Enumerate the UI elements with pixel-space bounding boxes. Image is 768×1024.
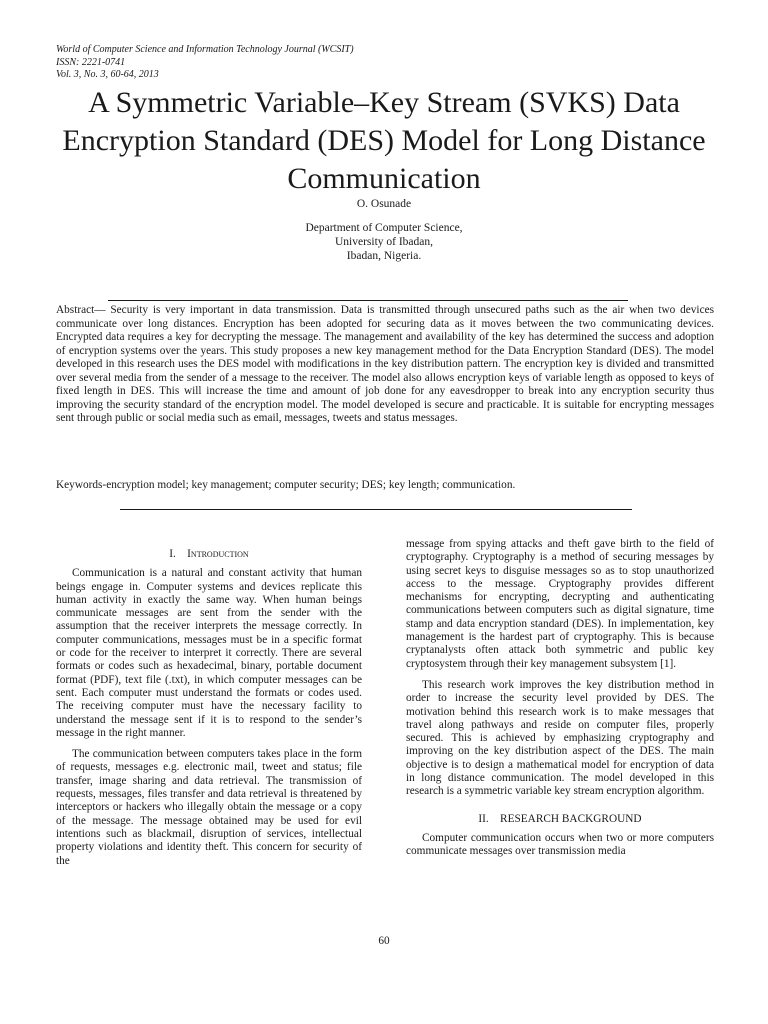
left-column [56,548,362,876]
section-heading-research-background [406,813,714,826]
abstract [56,304,714,426]
journal-issn: ISSN: 2221-0741 [56,56,126,68]
intro-paragraph-3: message from spying attacks and theft gave birth to the field of cryptography. Cryptography is a method of securing messages by using secret keys to disguise messages so as to stop unauthorized access to the message. Cryptography provides different mechanisms for encrypting, decrypting and authenticating communications between computers such as digital signature, time stamp and data encryption standard (DES). In implementation, key management is the hardest part of cryptography. This is because cryptanalysts often attack both symmetric and public key cryptosystem through their key management subsystem [1]. [406,538,714,670]
journal-volume: Vol. 3, No. 3, 60-64, 2013 [56,69,159,80]
section-number: II. [478,812,489,825]
paper-title: A Symmetric Variable–Key Stream (SVKS) Data Encryption Standard (DES) Model for Long Distance Communication [62,86,706,195]
author-location: Ibadan, Nigeria. [346,250,422,262]
divider-bottom [120,509,632,510]
background-paragraph-1: Computer communication occurs when two or more computers communicate messages over transmission media [406,831,714,858]
section-heading-introduction [56,548,362,561]
section-number: I. [169,548,176,560]
section-title: Introduction [187,548,249,560]
keywords: Keywords-encryption model; key management; computer security; DES; key length; communication. [56,479,516,491]
journal-header [56,44,354,82]
abstract-label: Abstract— [56,304,106,316]
author-name: O. Osunade [356,198,412,210]
author-university: University of Ibadan, [334,236,434,248]
author-block [0,197,768,263]
right-column [406,538,714,867]
author-department: Department of Computer Science, [305,222,463,234]
intro-paragraph-2: The communication between computers takes place in the form of requests, messages e.g. electronic mail, tweet and status; file transfer, image sharing and data retrieval. The transmission of requests, messages, files transfer and data retrieval is threatened by interceptors or hackers who illegally obtain the message or a copy of the message. The message obtained may be used for evil intentions such as blackmail, disruption of services, intellectual property violations and identity theft. This concern for security of the [56,748,362,867]
section-title: RESEARCH BACKGROUND [500,812,642,825]
abstract-text: Security is very important in data transmission. Data is transmitted through unsecured paths such as the air when two devices communicate over long distances. Encryption has been adopted for securing data as it moves between the two communicating devices. Encrypted data requires a key for decrypting the message. The management and availability of the key has determined the success and adoption of encryption systems over the years. This study proposes a new key management method for the Data Encryption Standard (DES). The model developed in this research uses the DES model with modifications in the key distribution pattern. The encryption key is divided and transmitted over several media from the sender of a message to the receiver. The model also allows encryption keys of variable length as opposed to keys of fixed length in DES. This will increase the time and amount of job done for any eavesdropper to break into any encryption security thus improving the security standard of the encryption model. The model developed is secure and practicable. It is suitable for encrypting messages sent through public or social media such as email, messages, tweets and status messages. [56,304,714,424]
intro-paragraph-1: Communication is a natural and constant activity that human beings engage in. Computer systems and devices replicate this human activity in exactly the same way. When human beings communicate messages are sent from the sender with the assumption that the receiver interprets the message correctly. In computer communications, messages must be in a specific format or code for the receiver to interpret it correctly. There are several formats or codes such as hexadecimal, binary, portable document format (PDF), text file (.txt), in which computer messages can be sent. Each computer must understand the formats or codes used. The receiving computer must have the necessary facility to understand the message sent if it is to respond to the sender’s message in the right manner. [56,567,362,739]
divider-top [108,300,628,301]
intro-paragraph-4: This research work improves the key distribution method in order to increase the security level provided by DES. The motivation behind this research work is to make messages that travel along pathways and reside on computer files, properly secured. This is achieved by emphasizing cryptography and improving on the key distribution aspect of the DES. The main objective is to design a mathematical model for encryption of data in long distance communication. The model developed in this research is a symmetric variable key stream encryption algorithm. [406,678,714,798]
page-number: 60 [378,935,390,947]
journal-name: World of Computer Science and Information Technology Journal (WCSIT) [56,44,354,55]
